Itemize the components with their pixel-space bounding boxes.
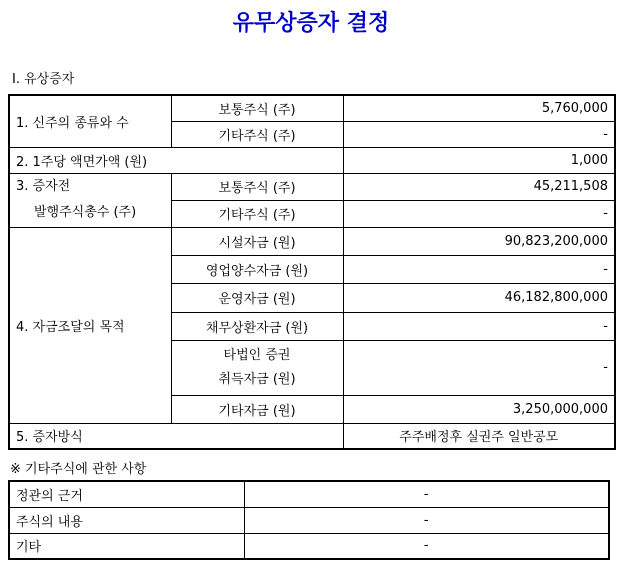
articles-basis-label: 정관의 근거 (9, 481, 244, 507)
other-info-value: - (244, 533, 609, 559)
pre-other-shares-value: - (343, 200, 615, 227)
share-content-value: - (244, 507, 609, 533)
securities-acquisition-fund-value: - (343, 340, 615, 395)
new-shares-label: 1. 신주의 종류와 수 (9, 95, 171, 147)
offering-method-label: 5. 증자방식 (9, 423, 343, 449)
facility-fund-value: 90,823,200,000 (343, 227, 615, 255)
other-shares-label: 기타주식 (주) (171, 121, 343, 147)
securities-label-line2: 취득자금 (원) (218, 371, 296, 387)
pre-issue-label-line1: 3. 증자전 (16, 179, 71, 194)
page-title: 유무상증자 결정 (232, 10, 390, 36)
section-heading-other-shares: ※ 기타주식에 관한 사항 (10, 462, 147, 477)
securities-label-line1: 타법인 증권 (223, 347, 291, 363)
operating-fund-value: 46,182,800,000 (343, 283, 615, 312)
par-value-label: 2. 1주당 액면가액 (원) (9, 147, 343, 173)
other-shares-value: - (343, 121, 615, 147)
securities-acquisition-fund-label (171, 340, 343, 395)
other-fund-label: 기타자금 (원) (171, 395, 343, 423)
debt-repayment-fund-value: - (343, 312, 615, 340)
debt-repayment-fund-label: 채무상환자금 (원) (171, 312, 343, 340)
share-content-label: 주식의 내용 (9, 507, 244, 533)
offering-method-value: 주주배정후 실권주 일반공모 (343, 423, 615, 449)
pre-other-shares-label: 기타주식 (주) (171, 200, 343, 227)
other-fund-value: 3,250,000,000 (343, 395, 615, 423)
business-transfer-fund-value: - (343, 255, 615, 283)
common-shares-label: 보통주식 (주) (171, 95, 343, 121)
other-shares-info-table (8, 480, 610, 560)
pre-common-shares-label: 보통주식 (주) (171, 173, 343, 200)
pre-issue-total-label (9, 173, 171, 227)
business-transfer-fund-label: 영업양수자금 (원) (171, 255, 343, 283)
section-heading-rights-offering: Ⅰ. 유상증자 (12, 72, 75, 87)
pre-common-shares-value: 45,211,508 (343, 173, 615, 200)
common-shares-value: 5,760,000 (343, 95, 615, 121)
facility-fund-label: 시설자금 (원) (171, 227, 343, 255)
other-info-label: 기타 (9, 533, 244, 559)
par-value: 1,000 (343, 147, 615, 173)
fund-purpose-label: 4. 자금조달의 목적 (9, 227, 171, 423)
rights-offering-table (8, 94, 616, 450)
pre-issue-label-line2: 발행주식총수 (주) (34, 205, 137, 220)
operating-fund-label: 운영자금 (원) (171, 283, 343, 312)
articles-basis-value: - (244, 481, 609, 507)
